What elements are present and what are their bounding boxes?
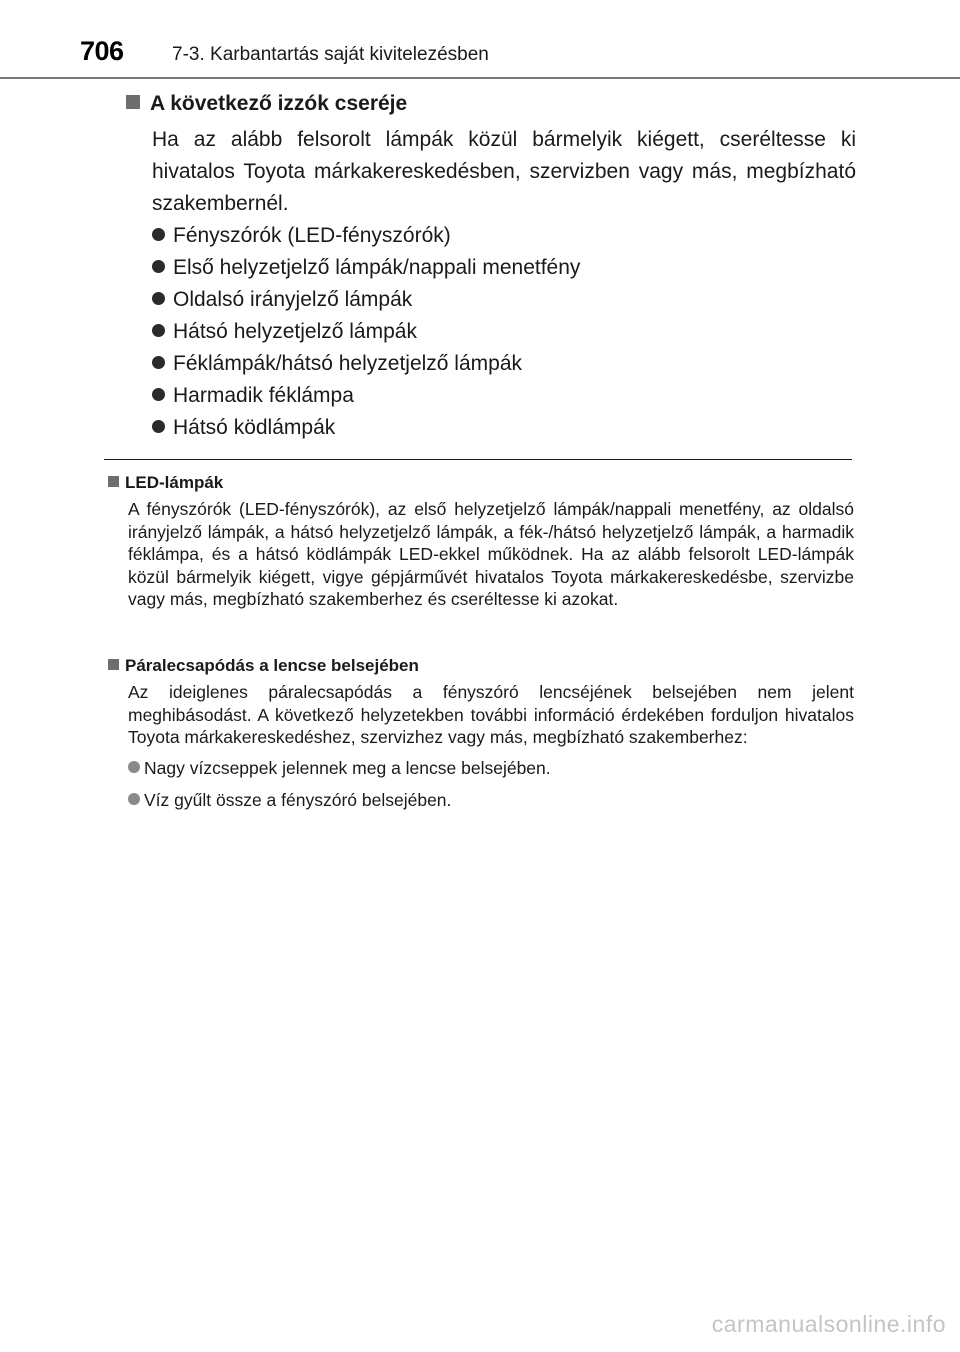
main-paragraph: Ha az alább felsorolt lámpák közül bármelyik kiégett, cseréltesse ki hivatalos Toyota márkakereskedésben, szervizben vagy más, megbízható szakembernél. <box>152 128 856 215</box>
bullet-dot-icon <box>152 420 165 433</box>
bullet-dot-icon <box>152 228 165 241</box>
square-bullet-icon <box>108 476 119 487</box>
section-title: 7-3. Karbantartás saját kivitelezésben <box>172 44 489 65</box>
bullet-dot-icon <box>152 356 165 369</box>
watermark: carmanualsonline.info <box>711 1311 946 1337</box>
page-number: 706 <box>80 36 124 66</box>
bullet-dot-icon <box>152 324 165 337</box>
list-item: Első helyzetjelző lámpák/nappali menetfény <box>152 252 856 284</box>
section-divider <box>104 459 852 460</box>
note-led <box>108 472 854 611</box>
bullet-dot-icon <box>152 388 165 401</box>
bullet-dot-icon <box>152 260 165 273</box>
header-rule <box>0 77 960 79</box>
bullet-dot-icon <box>152 292 165 305</box>
condensation-list <box>128 757 854 811</box>
bullet-dot-icon <box>128 793 140 805</box>
list-item: Hátsó helyzetjelző lámpák <box>152 316 856 348</box>
list-item: Víz gyűlt össze a fényszóró belsejében. <box>128 789 854 811</box>
list-item: Hátsó ködlámpák <box>152 412 856 444</box>
main-section <box>128 90 856 444</box>
lamp-list <box>128 220 856 444</box>
bullet-dot-icon <box>128 761 140 773</box>
list-item: Féklámpák/hátsó helyzetjelző lámpák <box>152 348 856 380</box>
list-item: Harmadik féklámpa <box>152 380 856 412</box>
list-item: Oldalsó irányjelző lámpák <box>152 284 856 316</box>
note-condensation <box>108 655 854 821</box>
list-item: Nagy vízcseppek jelennek meg a lencse belsejében. <box>128 757 854 779</box>
note-heading: Páralecsapódás a lencse belsejében <box>108 655 854 677</box>
note-heading: LED-lámpák <box>108 472 854 494</box>
list-item: Fényszórók (LED-fényszórók) <box>152 220 856 252</box>
square-bullet-icon <box>126 95 140 109</box>
square-bullet-icon <box>108 659 119 670</box>
page-header <box>0 0 960 80</box>
main-heading: A következő izzók cseréje <box>126 90 856 118</box>
note-paragraph: A fényszórók (LED-fényszórók), az első helyzetjelző lámpák/nappali menetfény, az oldalsó irányjelző lámpák, a hátsó helyzetjelző lámpák, a fék-/hátsó helyzetjelző lámpák, a harmadik féklámpa, és a hátsó ködlámpák LED-ekkel működnek. Ha az alább felsorolt LED-lámpák közül bármelyik kiégett, vigye gépjárművét hivatalos Toyota márkakereskedésbe, szervizbe vagy más, megbízható szakemberhez és cseréltesse ki azokat. <box>128 499 854 609</box>
note-paragraph: Az ideiglenes páralecsapódás a fényszóró lencséjének belsejében nem jelent meghibásodást. A következő helyzetekben további információ érdekében forduljon hivatalos Toyota márkakereskedéshez, szervizhez vagy más, megbízható szakemberhez: <box>128 682 854 747</box>
